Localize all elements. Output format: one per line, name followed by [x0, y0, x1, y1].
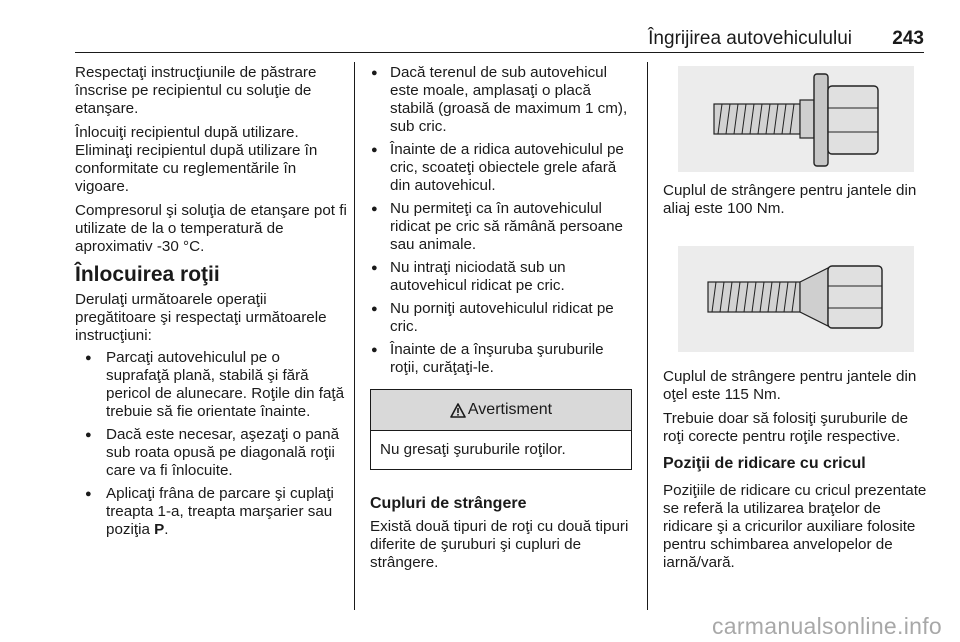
- list-item: [75, 485, 347, 539]
- list-item: ● Dacă este necesar, aşezaţi o pană sub roata opusă pe diagonală roţii care va fi înlocuite.: [75, 426, 347, 480]
- list-item-end: .: [164, 521, 169, 538]
- warning-box: [370, 389, 632, 470]
- paragraph-jacking-points: Poziţiile de ridicare cu cricul prezentate se referă la utilizarea braţelor de ridicare şi a cricurilor auxiliare folosite pentru schimbarea anvelopelor de iarnă/vară.: [663, 482, 927, 571]
- safety-list: [370, 64, 632, 377]
- list-item: ● Nu intraţi niciodată sub un autovehicul ridicat pe cric.: [370, 259, 632, 295]
- column-3: [663, 64, 929, 578]
- warning-text: Nu gresaţi şuruburile roţilor.: [380, 441, 566, 458]
- figure-alloy-wheel-bolt: [663, 64, 929, 174]
- section-heading-jacking-points: Poziţii de ridicare cu cricul: [663, 455, 866, 472]
- steel-wheel-bolt-image: [678, 246, 914, 352]
- column-2: [370, 64, 632, 578]
- warning-title: Avertisment: [467, 401, 553, 418]
- paragraph-temperature: Compresorul şi soluţia de etanşare pot fi utilizate de la o temperatură de aproximativ -30 °C.: [75, 202, 347, 255]
- warning-triangle-icon: [450, 403, 466, 418]
- column-divider-1: [354, 62, 355, 610]
- paragraph-storage: Respectaţi instrucţiunile de păstrare înscrise pe recipientul cu soluţie de etanşare.: [75, 64, 317, 117]
- paragraph-correct-bolts: Trebuie doar să folosiţi şuruburile de roţi corecte pentru roţile respective.: [663, 410, 909, 445]
- figure-steel-wheel-bolt: [663, 244, 929, 354]
- paragraph-replace-container: Înlocuiţi recipientul după utilizare. Eliminaţi recipientul după utilizare în conformitate cu reglementările în vigoare.: [75, 124, 318, 195]
- caption-alloy-torque: Cuplul de strângere pentru jantele din aliaj este 100 Nm.: [663, 182, 917, 217]
- warning-header: [371, 390, 631, 431]
- paragraph-intro: Derulaţi următoarele operaţii pregătitoare şi respectaţi următoarele instrucţiuni:: [75, 291, 327, 344]
- watermark-logo: carmanualsonline.info: [711, 613, 942, 639]
- list-item: ● Dacă terenul de sub autovehicul este moale, amplasaţi o placă stabilă (groasă de maximum 1 cm), sub cric.: [370, 64, 632, 136]
- list-item: ● Nu permiteţi ca în autovehiculul ridicat pe cric să rămână persoane sau animale.: [370, 200, 632, 254]
- caption-steel-torque: Cuplul de strângere pentru jantele din oţel este 115 Nm.: [663, 368, 917, 403]
- list-item: ● Parcaţi autovehiculul pe o suprafaţă plană, stabilă şi fără pericol de alunecare. Roţile din faţă trebuie să fie orientate înainte.: [75, 349, 347, 421]
- section-heading-torque: Cupluri de strângere: [370, 495, 527, 512]
- section-heading-wheel-change: Înlocuirea roţii: [75, 263, 220, 286]
- list-item: ● Înainte de a ridica autovehiculul pe cric, scoateţi obiectele grele afară din autovehicul.: [370, 141, 632, 195]
- column-divider-2: [647, 62, 648, 610]
- list-item: ● Înainte de a înşuruba şuruburile roţii, curăţaţi-le.: [370, 341, 632, 377]
- page-header: [0, 0, 960, 52]
- paragraph-torque-types: Există două tipuri de roţi cu două tipuri diferite de şuruburi şi cupluri de strângere.: [370, 518, 629, 571]
- alloy-wheel-bolt-image: [678, 66, 914, 172]
- list-item-text: Aplicaţi frâna de parcare şi cuplaţi treapta 1-a, treapta marşarier sau poziţia: [106, 485, 334, 538]
- list-item: ● Nu porniţi autovehiculul ridicat pe cric.: [370, 300, 632, 336]
- preparation-list: [75, 349, 347, 539]
- page-number: 243: [892, 28, 924, 49]
- header-rule: [75, 52, 924, 53]
- header-title: Îngrijirea autovehiculului: [648, 28, 852, 49]
- gear-position-p: P: [154, 521, 165, 538]
- column-1: [75, 64, 347, 544]
